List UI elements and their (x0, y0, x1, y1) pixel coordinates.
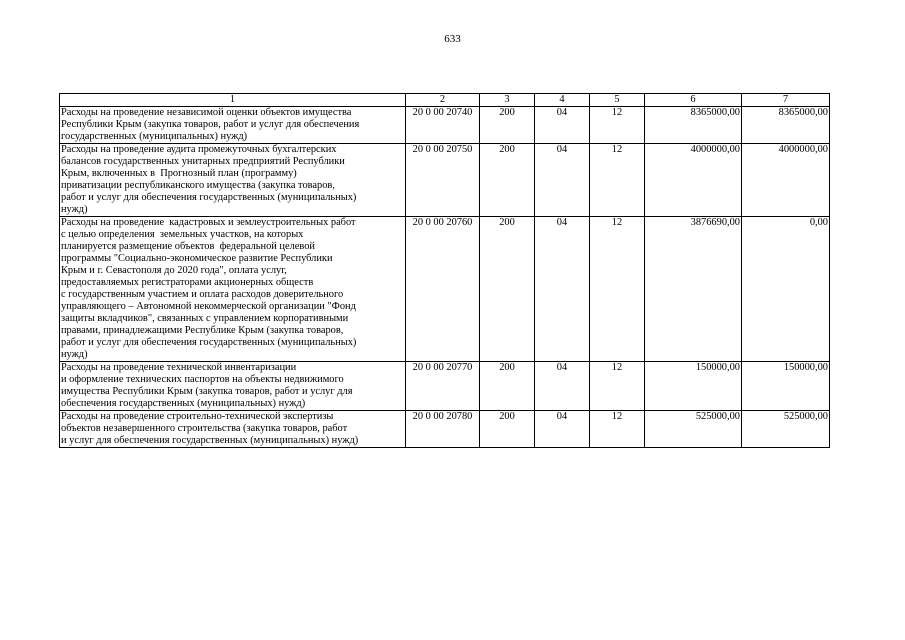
expense-type-code: 200 (480, 144, 535, 217)
amount-column-6: 8365000,00 (645, 107, 742, 144)
target-article-code: 20 0 00 20760 (406, 217, 480, 362)
amount-column-7: 8365000,00 (742, 107, 830, 144)
column-number: 7 (742, 94, 830, 107)
table-row (60, 217, 830, 362)
section-code: 04 (535, 217, 590, 362)
amount-column-6: 150000,00 (645, 362, 742, 411)
column-number: 5 (590, 94, 645, 107)
column-number-row (60, 94, 830, 107)
target-article-code: 20 0 00 20740 (406, 107, 480, 144)
page-number: 633 (444, 33, 461, 45)
section-code: 04 (535, 144, 590, 217)
amount-column-6: 525000,00 (645, 411, 742, 448)
column-number: 4 (535, 94, 590, 107)
expense-type-code: 200 (480, 362, 535, 411)
subsection-code: 12 (590, 411, 645, 448)
budget-table (59, 93, 830, 448)
column-number: 6 (645, 94, 742, 107)
target-article-code: 20 0 00 20750 (406, 144, 480, 217)
table-row (60, 107, 830, 144)
subsection-code: 12 (590, 362, 645, 411)
subsection-code: 12 (590, 107, 645, 144)
section-code: 04 (535, 411, 590, 448)
amount-column-6: 4000000,00 (645, 144, 742, 217)
expense-type-code: 200 (480, 107, 535, 144)
amount-column-7: 150000,00 (742, 362, 830, 411)
column-number: 3 (480, 94, 535, 107)
table-row (60, 411, 830, 448)
row-description: Расходы на проведение независимой оценки объектов имущества Республики Крым (закупка товаров, работ и услуг для обеспечения государственных (муниципальных) нужд) (60, 107, 406, 144)
row-description: Расходы на проведение технической инвентаризации и оформление технических паспортов на объекты недвижимого имущества Республики Крым (закупка товаров, работ и услуг для обеспечения государственных (муниципальных) нужд) (60, 362, 406, 411)
row-description: Расходы на проведение кадастровых и землеустроительных работ с целью определения земельных участков, на которых планируется размещение объектов федеральной целевой программы "Социально-экономическое развитие Республики Крым и г. Севастополя до 2020 года", оплата услуг, предоставляемых регистраторами акционерных обществ с государственным участием и оплата расходов доверительного управляющего – Автономной некоммерческой организации "Фонд защиты вкладчиков", связанных с управлением корпоративными правами, принадлежащими Республике Крым (закупка товаров, работ и услуг для обеспечения государственных (муниципальных) нужд) (60, 217, 406, 362)
amount-column-7: 525000,00 (742, 411, 830, 448)
table-row (60, 362, 830, 411)
section-code: 04 (535, 362, 590, 411)
amount-column-7: 4000000,00 (742, 144, 830, 217)
subsection-code: 12 (590, 144, 645, 217)
amount-column-6: 3876690,00 (645, 217, 742, 362)
target-article-code: 20 0 00 20780 (406, 411, 480, 448)
expense-type-code: 200 (480, 217, 535, 362)
column-number: 2 (406, 94, 480, 107)
row-description: Расходы на проведение аудита промежуточных бухгалтерских балансов государственных унитарных предприятий Республики Крым, включенных в Прогнозный план (программу) приватизации республиканского имущества (закупка товаров, работ и услуг для обеспечения государственных (муниципальных) нужд) (60, 144, 406, 217)
subsection-code: 12 (590, 217, 645, 362)
amount-column-7: 0,00 (742, 217, 830, 362)
section-code: 04 (535, 107, 590, 144)
row-description: Расходы на проведение строительно-технической экспертизы объектов незавершенного строительства (закупка товаров, работ и услуг для обеспечения государственных (муниципальных) нужд) (60, 411, 406, 448)
table-row (60, 144, 830, 217)
column-number: 1 (60, 94, 406, 107)
expense-type-code: 200 (480, 411, 535, 448)
target-article-code: 20 0 00 20770 (406, 362, 480, 411)
